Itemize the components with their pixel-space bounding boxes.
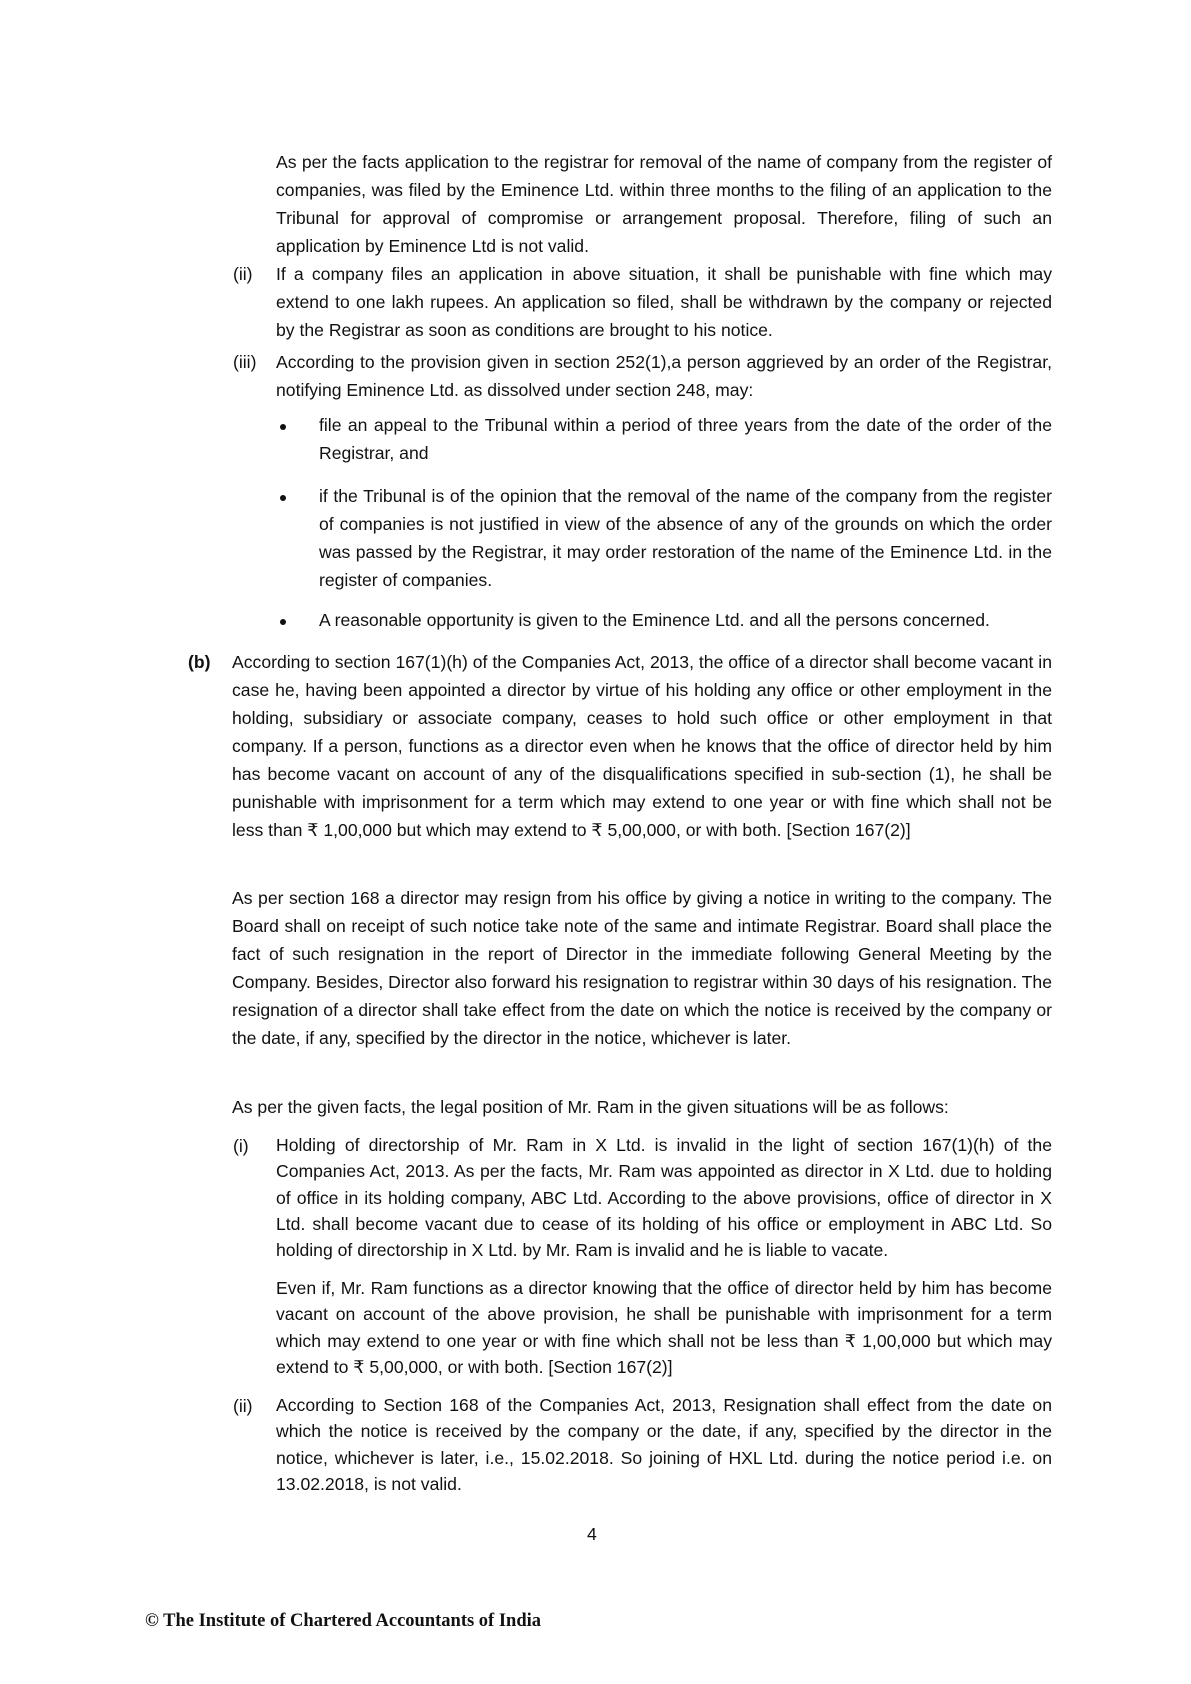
bullet-item-opportunity: A reasonable opportunity is given to the Eminence Ltd. and all the persons concerned. xyxy=(319,610,990,630)
paragraph-b-given-facts: As per the given facts, the legal position of Mr. Ram in the given situations will be as follows: xyxy=(232,1097,949,1117)
list-label-b-i: (i) xyxy=(233,1136,249,1156)
bullet-item-appeal: file an appeal to the Tribunal within a period of three years from the date of the order of the Registrar, and xyxy=(319,415,1052,463)
list-label-a-iii: (iii) xyxy=(233,352,257,372)
list-item-b-i: Holding of directorship of Mr. Ram in X Ltd. is invalid in the light of section 167(1)(h) of the Companies Act, 2013. As per the facts, Mr. Ram was appointed as director in X Ltd. due to holding of office in its holding company, ABC Ltd. According to the above provisions, office of director in X Ltd. shall become vacant due to cease of its holding of his office or employment in ABC Ltd. So holding of directorship in X Ltd. by Mr. Ram is invalid and he is liable to vacate. xyxy=(276,1135,1052,1261)
bullet-item-restoration: if the Tribunal is of the opinion that the removal of the name of the company from the register of companies is not justified in view of the absence of any of the grounds on which the order was passed by the Registrar, it may order restoration of the name of the Eminence Ltd. in the register of companies. xyxy=(319,486,1052,590)
paragraph-b-section-167: According to section 167(1)(h) of the Companies Act, 2013, the office of a director shall become vacant in case he, having been appointed a director by virtue of his holding any office or other employment in the holding, subsidiary or associate company, ceases to hold such office or other employment in that company. If a person, functions as a director even when he knows that the office of director held by him has become vacant on account of any of the disqualifications specified in sub-section (1), he shall be punishable with imprisonment for a term which may extend to one year or with fine which shall not be less than ₹ 1,00,000 but which may extend to ₹ 5,00,000, or with both. [Section 167(2)] xyxy=(232,652,1052,840)
list-item-a-iii: According to the provision given in section 252(1),a person aggrieved by an order of the Registrar, notifying Eminence Ltd. as dissolved under section 248, may: xyxy=(276,352,1052,400)
list-label-a-ii: (ii) xyxy=(233,264,253,284)
section-label-b: (b) xyxy=(188,652,211,672)
bullet-icon xyxy=(280,495,286,501)
footer-copyright: © The Institute of Chartered Accountants of India xyxy=(145,1611,542,1631)
bullet-icon xyxy=(280,619,286,625)
bullet-icon xyxy=(280,424,286,430)
paragraph-a-conclusion: As per the facts application to the registrar for removal of the name of company from the register of companies, was filed by the Eminence Ltd. within three months to the filing of an application to the Tribunal for approval of compromise or arrangement proposal. Therefore, filing of such an application by Eminence Ltd is not valid. xyxy=(276,152,1052,256)
list-label-b-ii: (ii) xyxy=(233,1396,253,1416)
list-item-b-i-continued: Even if, Mr. Ram functions as a director knowing that the office of director held by him has become vacant on account of the above provision, he shall be punishable with imprisonment for a term which may extend to one year or with fine which shall not be less than ₹ 1,00,000 but which may extend to ₹ 5,00,000, or with both. [Section 167(2)] xyxy=(276,1278,1052,1377)
list-item-b-ii: According to Section 168 of the Companies Act, 2013, Resignation shall effect from the date on which the notice is received by the company or the date, if any, specified by the director in the notice, whichever is later, i.e., 15.02.2018. So joining of HXL Ltd. during the notice period i.e. on 13.02.2018, is not valid. xyxy=(276,1395,1052,1494)
paragraph-b-section-168: As per section 168 a director may resign from his office by giving a notice in writing to the company. The Board shall on receipt of such notice take note of the same and intimate Registrar. Board shall place the fact of such resignation in the report of Director in the immediate following General Meeting by the Company. Besides, Director also forward his resignation to registrar within 30 days of his resignation. The resignation of a director shall take effect from the date on which the notice is received by the company or the date, if any, specified by the director in the notice, whichever is later. xyxy=(232,888,1052,1048)
page-number: 4 xyxy=(587,1524,597,1544)
list-item-a-ii: If a company files an application in above situation, it shall be punishable with fine which may extend to one lakh rupees. An application so filed, shall be withdrawn by the company or rejected by the Registrar as soon as conditions are brought to his notice. xyxy=(276,264,1052,340)
